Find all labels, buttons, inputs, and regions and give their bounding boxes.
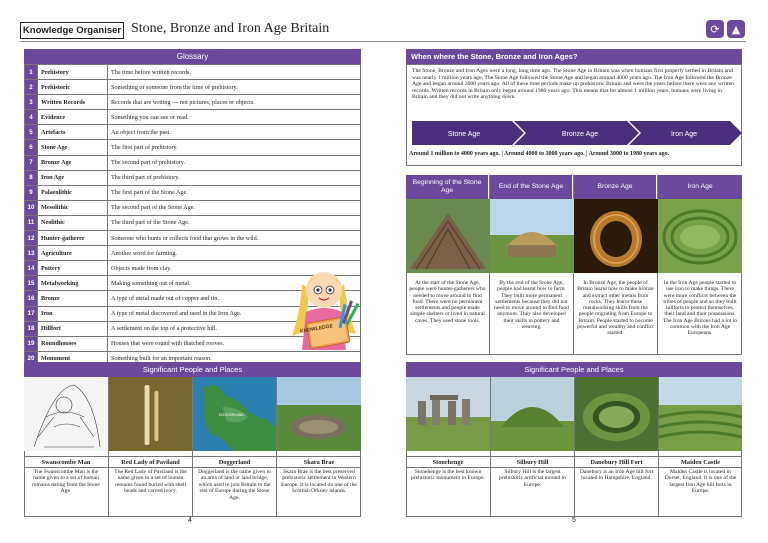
glossary-row xyxy=(25,170,361,185)
glossary-number: 16 xyxy=(25,291,38,306)
glossary-number: 5 xyxy=(25,125,38,140)
when-title: When where the Stone, Bronze and Iron Ages? xyxy=(406,49,742,64)
glossary-term: Monument xyxy=(38,351,108,366)
knowledge-organiser-badge: Knowledge Organiser xyxy=(20,22,124,39)
swanscombe-man-sketch xyxy=(24,377,108,451)
glossary-definition: The third part of prehistory. xyxy=(108,170,361,185)
glossary-term: Hunter-gatherer xyxy=(38,231,108,246)
place-card-doggerland xyxy=(192,377,276,517)
glossary-number: 19 xyxy=(25,336,38,351)
glossary-number: 13 xyxy=(25,246,38,261)
glossary-term: Prehistoric xyxy=(38,80,108,95)
glossary-term: Agriculture xyxy=(38,246,108,261)
card-text: Stonehenge is the best known prehistoric monument in Europe. xyxy=(411,469,485,482)
card-text: Maiden Castle is located in Dorset, England. It is one of the largest Iron Age hill forts in Europe. xyxy=(664,469,737,495)
glossary-row xyxy=(25,95,361,110)
glossary-row xyxy=(25,246,361,261)
place-card-skara-brae xyxy=(276,377,361,517)
timeline-bronze: Bronze Age xyxy=(561,131,599,138)
glossary-definition: Objects made from clay. xyxy=(108,261,361,276)
glossary-row xyxy=(25,80,361,95)
glossary-term: Bronze Age xyxy=(38,155,108,170)
glossary-number: 3 xyxy=(25,95,38,110)
card-name: Maiden Castle xyxy=(659,456,742,468)
glossary-definition: A settlement on the top of a protective hill. xyxy=(108,321,361,336)
glossary-definition: The first part of the Stone Age. xyxy=(108,185,361,200)
danebury-hill-fort-photo xyxy=(575,377,658,451)
glossary-term: Roundhouses xyxy=(38,336,108,351)
age-heading: Beginning of the Stone Age xyxy=(406,175,489,199)
glossary-definition: The time before written records. xyxy=(108,65,361,80)
card-text: Danebury is an Iron Age hill fort located in Hampshire, England. xyxy=(579,469,654,482)
place-card-stonehenge xyxy=(406,377,490,517)
glossary-definition: Making something out of metal. xyxy=(108,276,361,291)
age-column xyxy=(574,175,658,355)
glossary-definition: A type of metal discovered and used in the Iron Age. xyxy=(108,306,361,321)
age-heading: End of the Stone Age xyxy=(490,175,573,199)
timeline-arrow xyxy=(412,121,742,145)
age-column xyxy=(490,175,574,355)
glossary-term: Prehistory xyxy=(38,65,108,80)
glossary-term: Bronze xyxy=(38,291,108,306)
stonehenge-photo xyxy=(406,377,490,451)
when-text: The Stone, Bronze and Iron Ages were a long, long time ago. The Stone Age in Britain was when humans first properly settled in Britain and was nearly 1 million years ago. The Stone Age followed the Stone Age and began around 4000 years ago. The Iron Age followed the Bronze Age and began around 3000 years ago. All of these time periods make up prehistoric Britain and were the years before there were any written records. Written records in Britain only began around 1980 years ago. This means that for almost 1 million years, humans were living in Britain and they did not write anything down. xyxy=(412,68,735,100)
glossary-number: 2 xyxy=(25,80,38,95)
glossary-definition: Something or someone from the time of prehistory. xyxy=(108,80,361,95)
age-column xyxy=(406,175,490,355)
history-logo-icon: ⟳ xyxy=(706,20,724,38)
glossary-term: Palaeolithic xyxy=(38,185,108,200)
glossary-term: Iron Age xyxy=(38,170,108,185)
left-places-title: Significant People and Places xyxy=(24,362,361,377)
glossary-term: Artefacts xyxy=(38,125,108,140)
card-text: The Red Lady of Paviland is the name given to a set of human remains found buried with shell beads and carved ivory. xyxy=(114,469,187,495)
glossary-number: 9 xyxy=(25,185,38,200)
glossary-number: 7 xyxy=(25,155,38,170)
place-card-maiden-castle xyxy=(658,377,742,517)
glossary-definition: Another word for farming. xyxy=(108,246,361,261)
place-card-silbury xyxy=(490,377,574,517)
glossary-row xyxy=(25,200,361,215)
card-text: Doggerland is the name given to an area of land or land bridge, which used to join Britain to the rest of Europe during the Stone Age. xyxy=(198,469,271,501)
age-text: At the start of the Stone Age, people were hunter-gatherers who needed to move around to find food. There were no permanent settlements and people made simple shelters or lived in natural caves. They used stone tools. xyxy=(409,280,486,324)
glossary-number: 8 xyxy=(25,170,38,185)
glossary-term: Iron xyxy=(38,306,108,321)
glossary-row xyxy=(25,155,361,170)
glossary-title: Glossary xyxy=(24,49,361,64)
maiden-castle-photo xyxy=(659,377,742,451)
glossary-term: Stone Age xyxy=(38,140,108,155)
glossary-number: 15 xyxy=(25,276,38,291)
glossary-row xyxy=(25,140,361,155)
iron-age-hillfort-image xyxy=(658,199,742,273)
glossary-definition: The third part of the Stone Age. xyxy=(108,215,361,230)
age-text: In the Iron Age people started to use iron to make things. There were more conflicts between the tribes of people and so they built hillforts to protect themselves, their land and their possessions. The Iron Age Britons had a lot in common with the Iron Age Europeans. xyxy=(662,280,738,337)
ages-grid xyxy=(406,175,742,355)
card-name: Skara Brae xyxy=(277,456,361,468)
card-text: Silbury Hill is the largest prehistoric artificial mound in Europe. xyxy=(499,469,566,488)
place-card-red-lady xyxy=(108,377,192,517)
girl-reading-illustration xyxy=(286,264,362,352)
card-name: Swanscombe Man xyxy=(24,456,108,468)
card-name: Danebury Hill Fort xyxy=(575,456,658,468)
glossary-number: 11 xyxy=(25,215,38,230)
glossary-definition: Something built for an important reason. xyxy=(108,351,361,366)
age-heading: Iron Age xyxy=(658,175,742,199)
glossary-row xyxy=(25,110,361,125)
glossary-number: 1 xyxy=(25,65,38,80)
age-heading: Bronze Age xyxy=(574,175,657,199)
place-card-swanscombe xyxy=(24,377,108,517)
age-text: In Bronze Age, the people of Britain learnt how to make bronze and extract other metals from rocks. They learnt these metalworking skills from the people migrating from Europe to Britain. People started to become powerful and wealthy and conflict started. xyxy=(577,280,654,337)
page-number-left: 4 xyxy=(188,517,192,524)
glossary-definition: The first part of prehistory. xyxy=(108,140,361,155)
map-label: DOGGERLAND xyxy=(219,413,244,417)
glossary-row xyxy=(25,185,361,200)
bronze-age-torc-image xyxy=(574,199,658,273)
skara-brae-photo xyxy=(277,377,361,451)
glossary-row xyxy=(25,215,361,230)
header-divider xyxy=(20,41,746,42)
triangle-logo-icon: ▲ xyxy=(727,20,745,38)
card-name: Silbury Hill xyxy=(491,456,574,468)
right-places-title: Significant People and Places xyxy=(406,362,742,377)
age-column xyxy=(658,175,742,355)
card-text: The Swanscombe Man is the name given to a set of human remains dating from the Stone Age. xyxy=(32,469,100,495)
glossary-term: Metalworking xyxy=(38,276,108,291)
glossary-definition: Houses that were round with thatched rooves. xyxy=(108,336,361,351)
timeline-iron: Iron Age xyxy=(670,131,698,138)
glossary-term: Hillfort xyxy=(38,321,108,336)
glossary-definition: Something you can see or read. xyxy=(108,110,361,125)
glossary-number: 12 xyxy=(25,231,38,246)
card-text: Skara Brae is the best preserved prehistoric settlement in Western Europe. It is located on one of the Scottish Orkney islands. xyxy=(281,469,357,495)
place-card-danebury xyxy=(574,377,658,517)
glossary-term: Mesolithic xyxy=(38,200,108,215)
glossary-definition: Someone who hunts or collects food that grows in the wild. xyxy=(108,231,361,246)
glossary-number: 20 xyxy=(25,351,38,366)
glossary-number: 6 xyxy=(25,140,38,155)
card-name: Doggerland xyxy=(193,456,276,468)
glossary-term: Written Records xyxy=(38,95,108,110)
glossary-definition: Records that are writing — not pictures, places or objects. xyxy=(108,95,361,110)
glossary-term: Neolithic xyxy=(38,215,108,230)
glossary-number: 14 xyxy=(25,261,38,276)
card-name: Red Lady of Paviland xyxy=(109,456,192,468)
glossary-number: 10 xyxy=(25,200,38,215)
glossary-number: 17 xyxy=(25,306,38,321)
timeline-dates: Around 1 million to 4000 years ago. | Around 4000 to 3000 years ago. | Around 3000 to 1980 years ago. xyxy=(409,151,670,157)
card-name: Stonehenge xyxy=(406,456,490,468)
page-title: Stone, Bronze and Iron Age Britain xyxy=(131,21,330,36)
neolithic-roundhouse-image xyxy=(490,199,574,273)
glossary-row xyxy=(25,65,361,80)
glossary-term: Evidence xyxy=(38,110,108,125)
silbury-hill-photo xyxy=(491,377,574,451)
glossary-term: Pottery xyxy=(38,261,108,276)
stone-age-shelter-image xyxy=(406,199,490,273)
glossary-definition: A type of metal made out of copper and tin. xyxy=(108,291,361,306)
glossary-row xyxy=(25,231,361,246)
glossary-number: 4 xyxy=(25,110,38,125)
glossary-definition: An object from the past. xyxy=(108,125,361,140)
age-text: By the end of the Stone Age, people had learnt how to farm. They built more permanent settlements because they did not need to move around to find food anymore. They also developed their skills in pottery and weaving. xyxy=(494,280,569,331)
glossary-definition: The second part of the Stone Age. xyxy=(108,200,361,215)
glossary-row xyxy=(25,125,361,140)
glossary-number: 18 xyxy=(25,321,38,336)
book-label: KNOWLEDGE xyxy=(299,323,334,335)
timeline-stone: Stone Age xyxy=(447,131,481,138)
page-number-right: 5 xyxy=(572,517,576,524)
glossary-definition: The second part of prehistory. xyxy=(108,155,361,170)
red-lady-bones-image xyxy=(109,377,192,451)
